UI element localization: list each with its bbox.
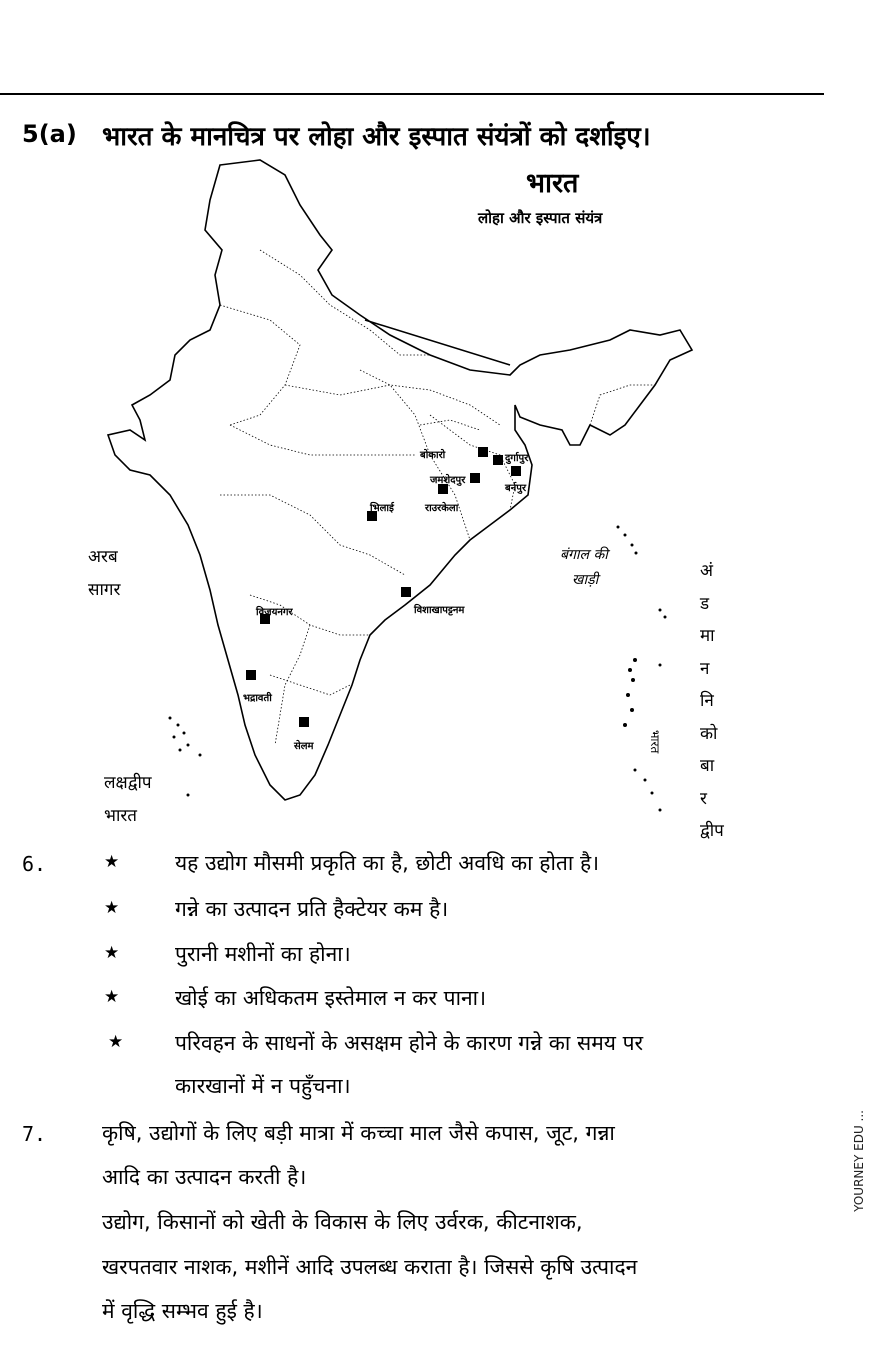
- andaman-letter: को: [700, 723, 718, 744]
- question-6-number: 6.: [22, 852, 47, 876]
- andaman-letter: मा: [700, 626, 715, 646]
- city-bhilai: भिलाई: [370, 503, 394, 514]
- bullet-star: ★: [104, 987, 120, 1007]
- city-bokaro: बोकारो: [420, 450, 446, 461]
- city-bhadravati: भद्रावती: [243, 693, 272, 704]
- marker-bokaro: [478, 447, 488, 457]
- map-title: भारत: [526, 168, 579, 199]
- bullet-star: ★: [104, 898, 120, 918]
- q6-point: पुरानी मशीनों का होना।: [175, 942, 351, 966]
- q6-point-continued: कारखानों में न पहुँचना।: [175, 1074, 351, 1098]
- marker-salem: [299, 717, 309, 727]
- city-burnpur: बर्नपुर: [505, 483, 527, 494]
- city-vijayanagar: विजयनगर: [256, 607, 293, 618]
- bullet-star: ★: [108, 1032, 124, 1052]
- andaman-side-label: भारत: [648, 730, 662, 754]
- marker-durgapur: [493, 455, 503, 465]
- marker-burnpur: [511, 466, 521, 476]
- city-rourkela: राउरकेला: [425, 503, 459, 514]
- question-5-text: भारत के मानचित्र पर लोहा और इस्पात संयंत्रों को दर्शाइए।: [102, 122, 651, 152]
- andaman-letter: र: [700, 788, 707, 809]
- andaman-letter: न: [700, 658, 710, 679]
- top-rule: [0, 93, 824, 95]
- q7-line: में वृद्धि सम्भव हुई है।: [102, 1299, 263, 1323]
- arabian-sea-label-1: अरब: [88, 547, 118, 567]
- map-subtitle: लोहा और इस्पात संयंत्र: [478, 209, 603, 227]
- bullet-star: ★: [104, 852, 120, 872]
- bullet-star: ★: [104, 943, 120, 963]
- city-salem: सेलम: [294, 741, 314, 752]
- bay-label-1: बंगाल की: [560, 547, 608, 563]
- india-outline: [108, 160, 692, 800]
- andaman-letter: बा: [700, 756, 715, 776]
- q6-point: गन्ने का उत्पादन प्रति हैक्टेयर कम है।: [175, 897, 449, 921]
- marker-bhadravati: [246, 670, 256, 680]
- marker-jamshedpur: [470, 473, 480, 483]
- marker-vishakhapatnam: [401, 587, 411, 597]
- city-vishakhapatnam: विशाखापट्टनम: [414, 605, 465, 616]
- q7-line: कृषि, उद्योगों के लिए बड़ी मात्रा में कच्चा माल जैसे कपास, जूट, गन्ना: [102, 1121, 615, 1145]
- city-durgapur: दुर्गापुर: [505, 453, 529, 464]
- arabian-sea-label-2: सागर: [88, 580, 121, 600]
- q6-point: परिवहन के साधनों के असक्षम होने के कारण गन्ने का समय पर: [175, 1031, 644, 1055]
- andaman-nicobar-label: [700, 555, 740, 848]
- andaman-letter: द्वीप: [700, 821, 724, 841]
- q7-line: आदि का उत्पादन करती है।: [102, 1165, 307, 1189]
- bay-label-2: खाड़ी: [572, 572, 599, 588]
- q7-line: उद्योग, किसानों को खेती के विकास के लिए उर्वरक, कीटनाशक,: [102, 1210, 583, 1234]
- q7-line: खरपतवार नाशक, मशीनें आदि उपलब्ध कराता है। जिससे कृषि उत्पादन: [102, 1255, 638, 1279]
- andaman-letter: नि: [700, 691, 714, 711]
- andaman-letter: अं: [700, 561, 713, 581]
- india-map: [70, 155, 770, 845]
- lakshadweep-label: लक्षद्वीप: [104, 773, 152, 793]
- margin-watermark: YOURNEY EDU ...: [852, 1110, 866, 1212]
- q6-point: खोई का अधिकतम इस्तेमाल न कर पाना।: [175, 986, 487, 1010]
- lakshadweep-country-label: भारत: [104, 806, 137, 826]
- andaman-letter: ड: [700, 593, 710, 614]
- q6-point: यह उद्योग मौसमी प्रकृति का है, छोटी अवधि का होता है।: [175, 851, 600, 875]
- city-jamshedpur: जमशेदपुर: [430, 475, 466, 486]
- question-5-number: 5(a): [22, 120, 77, 148]
- question-7-number: 7.: [22, 1122, 47, 1146]
